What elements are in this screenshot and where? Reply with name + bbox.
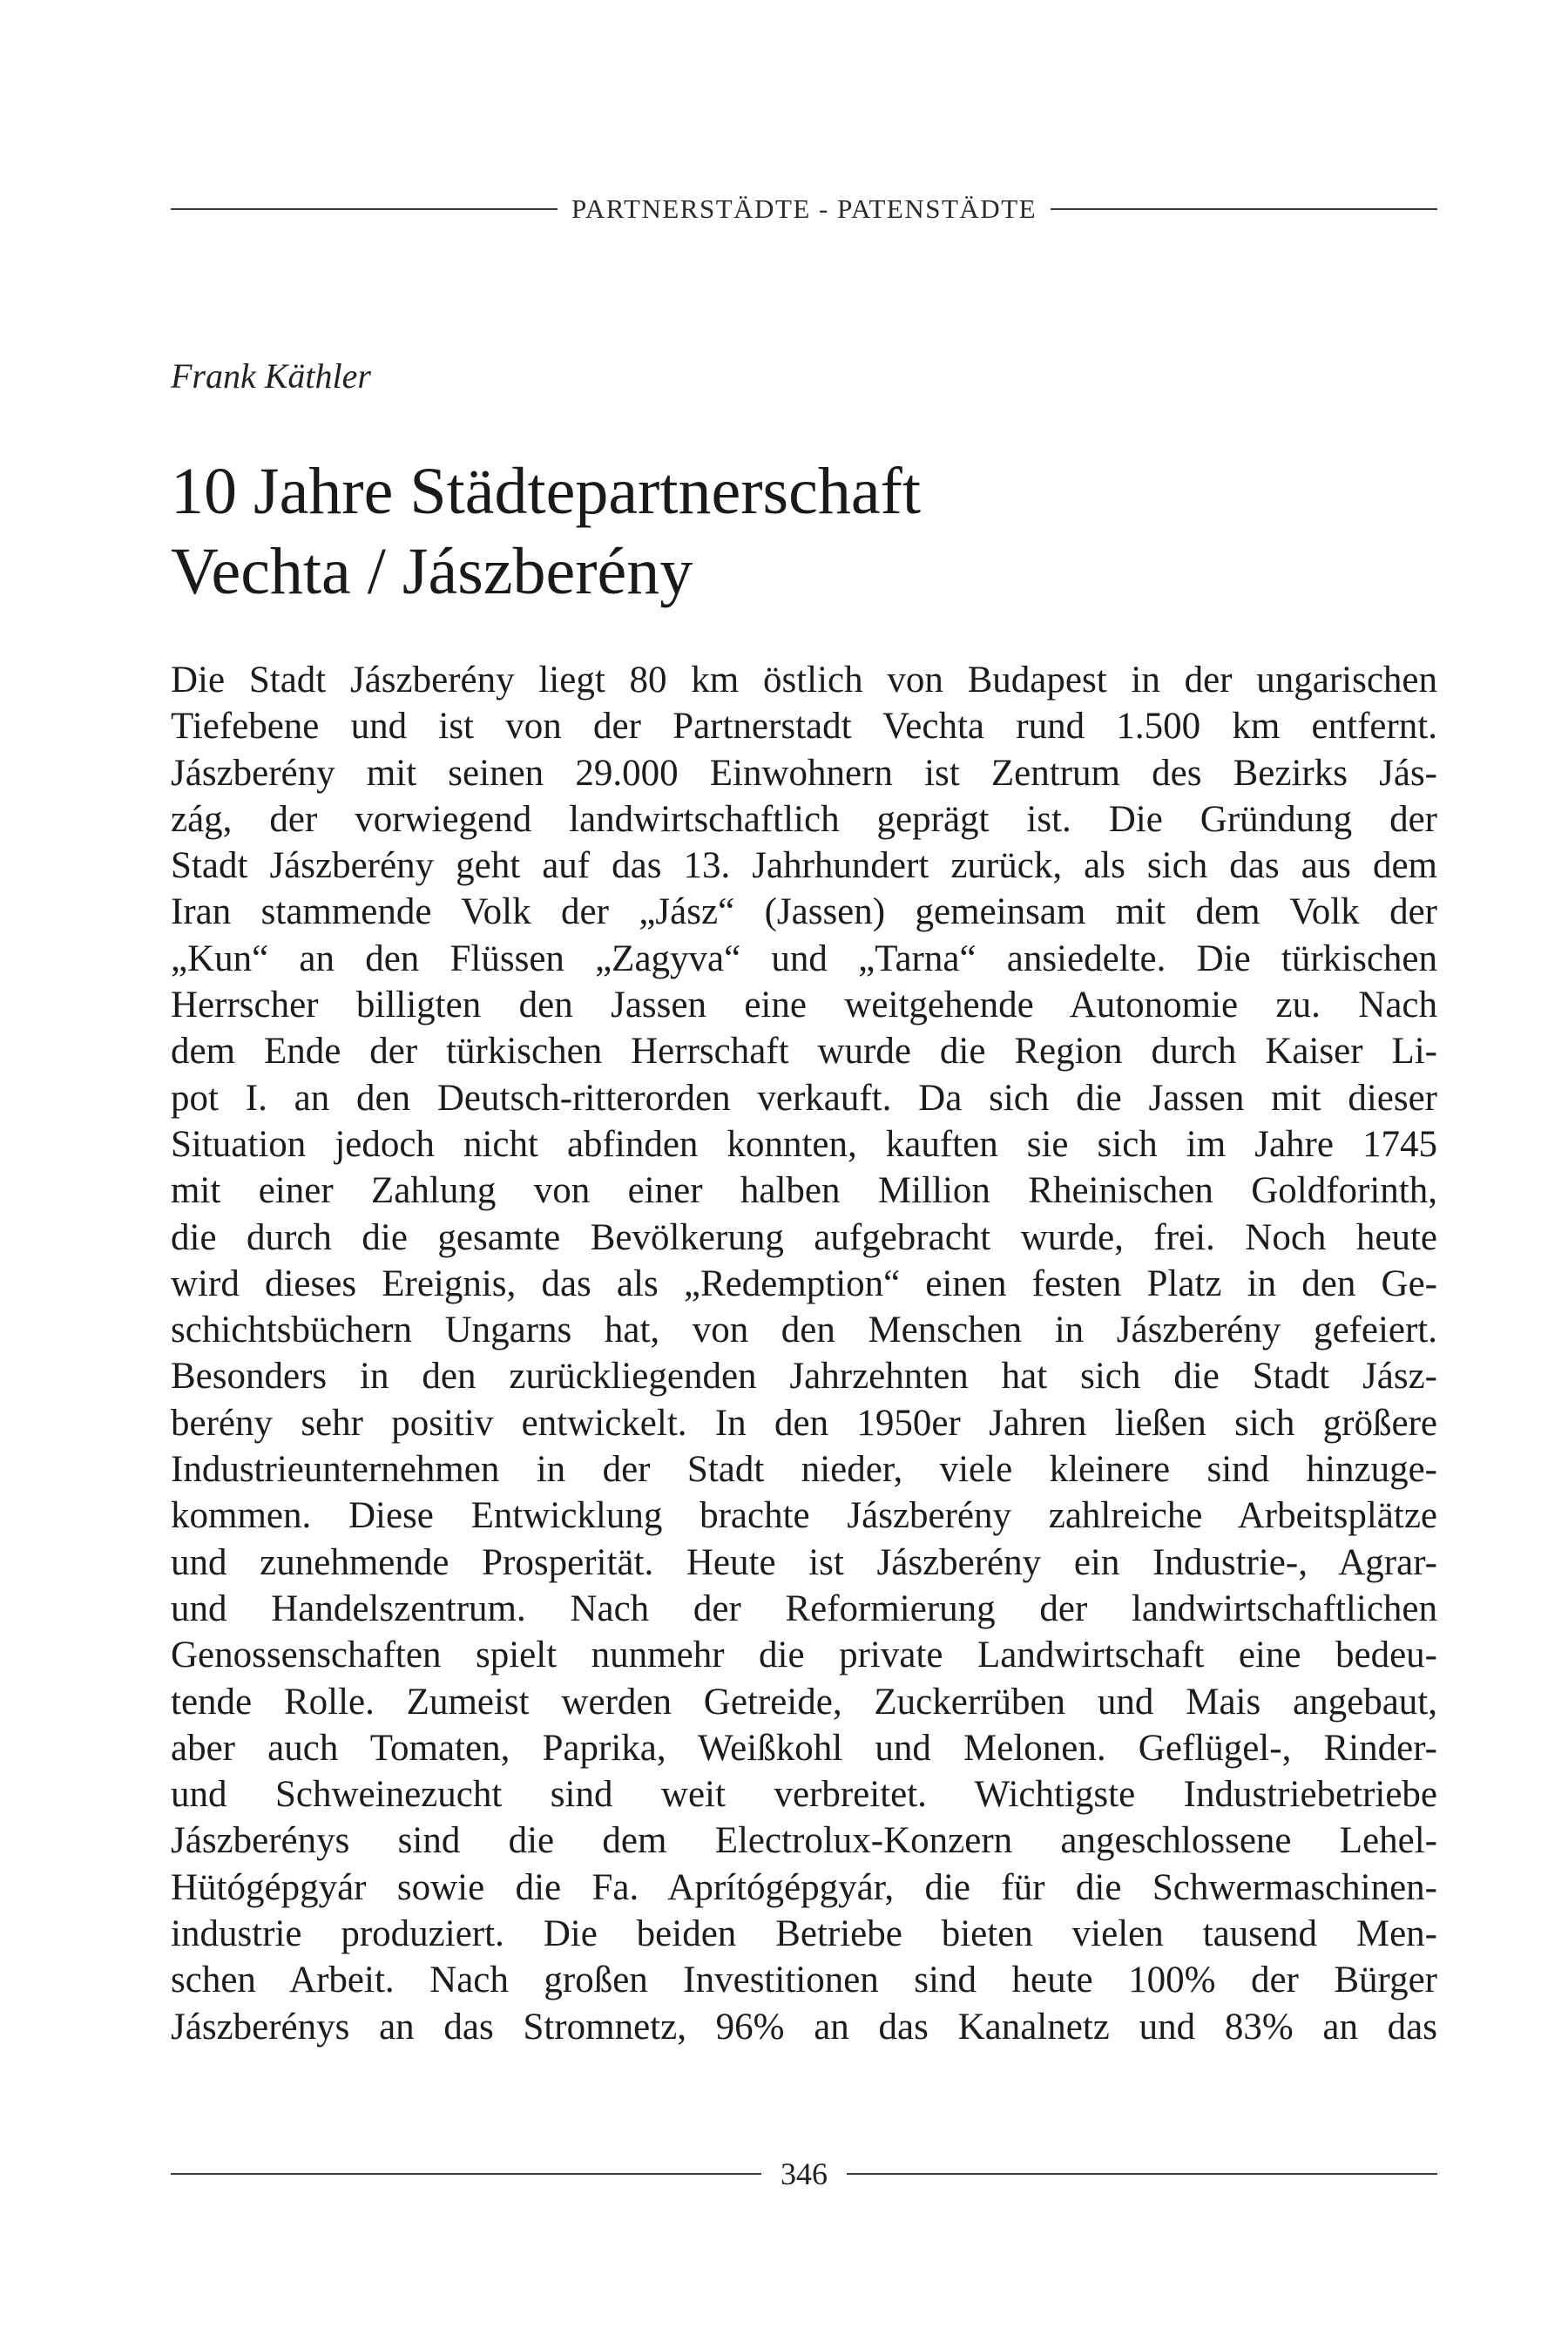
body-line: Tiefebene und ist von der Partnerstadt Vechta rund 1.500 km entfernt.: [171, 706, 1437, 748]
body-line: Iran stammende Volk der „Jász“ (Jassen) gemeinsam mit dem Volk der: [171, 891, 1437, 933]
footer-rule-left: [171, 2173, 761, 2175]
article-title: [171, 451, 1443, 612]
running-header-text: PARTNERSTÄDTE - PATENSTÄDTE: [571, 193, 1037, 224]
running-header: [171, 193, 1437, 225]
body-line: wird dieses Ereignis, das als „Redemption“ einen festen Platz in den Ge-: [171, 1263, 1437, 1304]
body-line: berény sehr positiv entwickelt. In den 1950er Jahren ließen sich größere: [171, 1402, 1437, 1444]
body-line: schichtsbüchern Ungarns hat, von den Menschen in Jászberény gefeiert.: [171, 1310, 1437, 1351]
body-line: und Schweinezucht sind weit verbreitet. Wichtigste Industriebetriebe: [171, 1774, 1437, 1816]
author-name: Frank Käthler: [171, 356, 371, 396]
body-line: und Handelszentrum. Nach der Reformierung der landwirtschaftlichen: [171, 1587, 1437, 1629]
body-line: die durch die gesamte Bevölkerung aufgebracht wurde, frei. Noch heute: [171, 1216, 1437, 1258]
body-line: schen Arbeit. Nach großen Investitionen sind heute 100% der Bürger: [171, 1960, 1437, 2001]
body-line: pot I. an den Deutsch-ritterorden verkauft. Da sich die Jassen mit dieser: [171, 1077, 1437, 1119]
body-line: Situation jedoch nicht abfinden konnten, kauften sie sich im Jahre 1745: [171, 1123, 1437, 1165]
footer-rule-right: [847, 2173, 1437, 2175]
body-line: Jászberénys an das Stromnetz, 96% an das Kanalnetz und 83% an das: [171, 2006, 1437, 2048]
body-line: industrie produziert. Die beiden Betriebe bieten vielen tausend Men-: [171, 1913, 1437, 1955]
page-number: 346: [781, 2156, 828, 2191]
body-line: Genossenschaften spielt nunmehr die private Landwirtschaft eine bedeu-: [171, 1635, 1437, 1676]
body-line: Jászberénys sind die dem Electrolux-Konzern angeschlossene Lehel-: [171, 1820, 1437, 1862]
title-line: 10 Jahre Städtepartnerschaft: [171, 455, 921, 528]
body-line: Besonders in den zurückliegenden Jahrzehnten hat sich die Stadt Jász-: [171, 1356, 1437, 1398]
body-line: Die Stadt Jászberény liegt 80 km östlich von Budapest in der ungarischen: [171, 660, 1437, 701]
body-line: Hütógépgyár sowie die Fa. Aprítógépgyár, die für die Schwermaschinen-: [171, 1866, 1437, 1908]
body-line: kommen. Diese Entwicklung brachte Jászberény zahlreiche Arbeitsplätze: [171, 1495, 1437, 1537]
header-rule-left: [171, 208, 558, 210]
body-line: Herrscher billigten den Jassen eine weitgehende Autonomie zu. Nach: [171, 985, 1437, 1026]
header-rule-right: [1051, 208, 1437, 210]
body-line: und zunehmende Prosperität. Heute ist Jászberény ein Industrie-, Agrar-: [171, 1541, 1437, 1583]
body-line: zág, der vorwiegend landwirtschaftlich geprägt ist. Die Gründung der: [171, 798, 1437, 840]
body-line: dem Ende der türkischen Herrschaft wurde die Region durch Kaiser Li-: [171, 1031, 1437, 1073]
body-line: Stadt Jászberény geht auf das 13. Jahrhundert zurück, als sich das aus dem: [171, 845, 1437, 887]
article-body: [171, 657, 1437, 2050]
body-line: „Kun“ an den Flüssen „Zagyva“ und „Tarna“ ansiedelte. Die türkischen: [171, 938, 1437, 979]
body-line: tende Rolle. Zumeist werden Getreide, Zuckerrüben und Mais angebaut,: [171, 1681, 1437, 1723]
title-line: Vechta / Jászberény: [171, 535, 693, 608]
body-line: mit einer Zahlung von einer halben Million Rheinischen Goldforinth,: [171, 1170, 1437, 1212]
body-line: aber auch Tomaten, Paprika, Weißkohl und Melonen. Geflügel-, Rinder-: [171, 1727, 1437, 1769]
body-line: Jászberény mit seinen 29.000 Einwohnern ist Zentrum des Bezirks Jás-: [171, 752, 1437, 794]
page-footer: [171, 2156, 1437, 2192]
body-line: Industrieunternehmen in der Stadt nieder, viele kleinere sind hinzuge-: [171, 1449, 1437, 1491]
